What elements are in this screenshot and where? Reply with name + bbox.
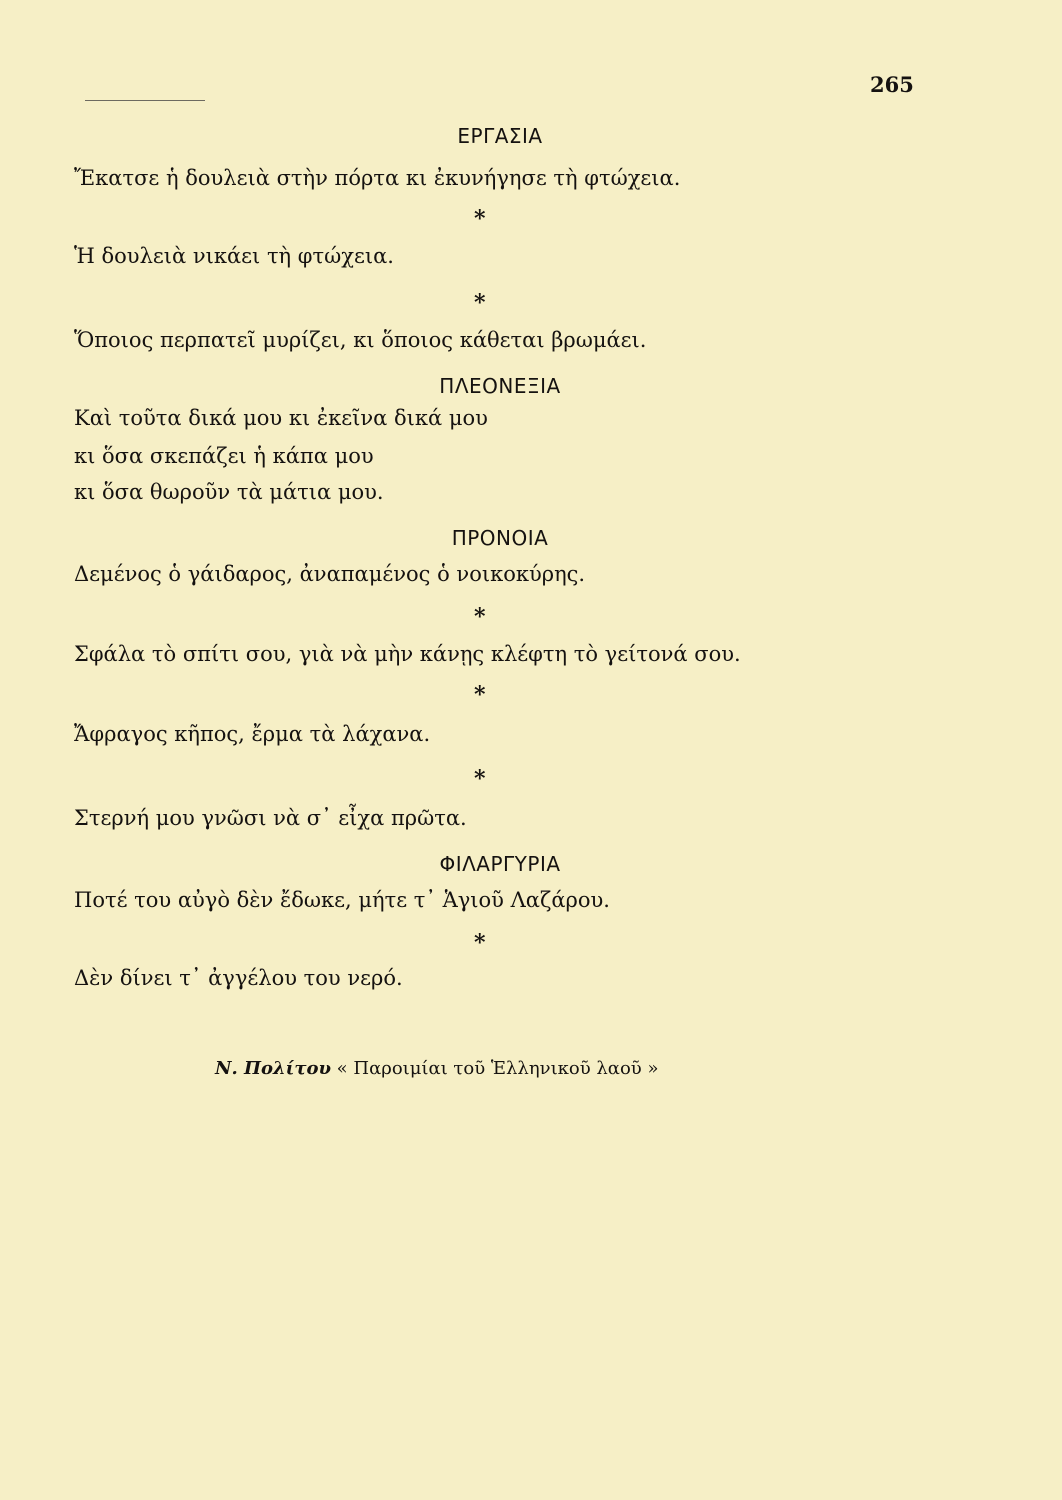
proverb-line: Ποτέ του αὐγὸ δὲν ἔδωκε, μήτε τ᾽ Ἁγιοῦ Λαζάρου. (74, 888, 610, 912)
proverb-line: Στερνή μου γνῶσι νὰ σ᾽ εἶχα πρῶτα. (74, 806, 467, 830)
verse-line: κι ὅσα σκεπάζει ἡ κάπα μου (74, 444, 374, 468)
citation-work: « Παροιμίαι τοῦ Ἑλληνικοῦ λαοῦ » (336, 1058, 659, 1079)
proverb-line: Δὲν δίνει τ᾽ ἀγγέλου του νερό. (74, 966, 403, 990)
section-heading-pronoia: ΠΡΟΝΟΙΑ (451, 526, 549, 550)
separator-star: * (474, 206, 486, 232)
proverb-line: Δεμένος ὁ γάιδαρος, ἀναπαμένος ὁ νοικοκύρης. (74, 562, 586, 586)
page-number: 265 (870, 72, 914, 97)
separator-star: * (474, 604, 486, 630)
verse-line: κι ὅσα θωροῦν τὰ μάτια μου. (74, 480, 384, 504)
proverb-line: Ὅποιος περπατεῖ μυρίζει, κι ὅποιος κάθεται βρωμάει. (74, 328, 647, 352)
verse-line: Καὶ τοῦτα δικά μου κι ἐκεῖνα δικά μου (74, 406, 488, 430)
proverb-line: Ἄφραγος κῆπος, ἔρμα τὰ λάχανα. (74, 722, 431, 746)
separator-star: * (474, 930, 486, 956)
separator-star: * (474, 682, 486, 708)
section-heading-ergasia: ΕΡΓΑΣΙΑ (457, 124, 543, 148)
source-citation (215, 1058, 658, 1079)
proverb-line: Ἔκατσε ἡ δουλειὰ στὴν πόρτα κι ἐκυνήγησε τὴ φτώχεια. (74, 166, 681, 190)
section-heading-filargyria: ΦΙΛΑΡΓΥΡΙΑ (439, 852, 561, 876)
header-rule (85, 100, 205, 101)
proverb-line: Σφάλα τὸ σπίτι σου, γιὰ νὰ μὴν κάνῃς κλέφτη τὸ γείτονά σου. (74, 642, 741, 666)
separator-star: * (474, 766, 486, 792)
separator-star: * (474, 290, 486, 316)
citation-author: Ν. Πολίτου (215, 1058, 331, 1079)
proverb-line: Ἡ δουλειὰ νικάει τὴ φτώχεια. (74, 244, 394, 268)
section-heading-pleonexia: ΠΛΕΟΝΕΞΙΑ (439, 374, 561, 398)
